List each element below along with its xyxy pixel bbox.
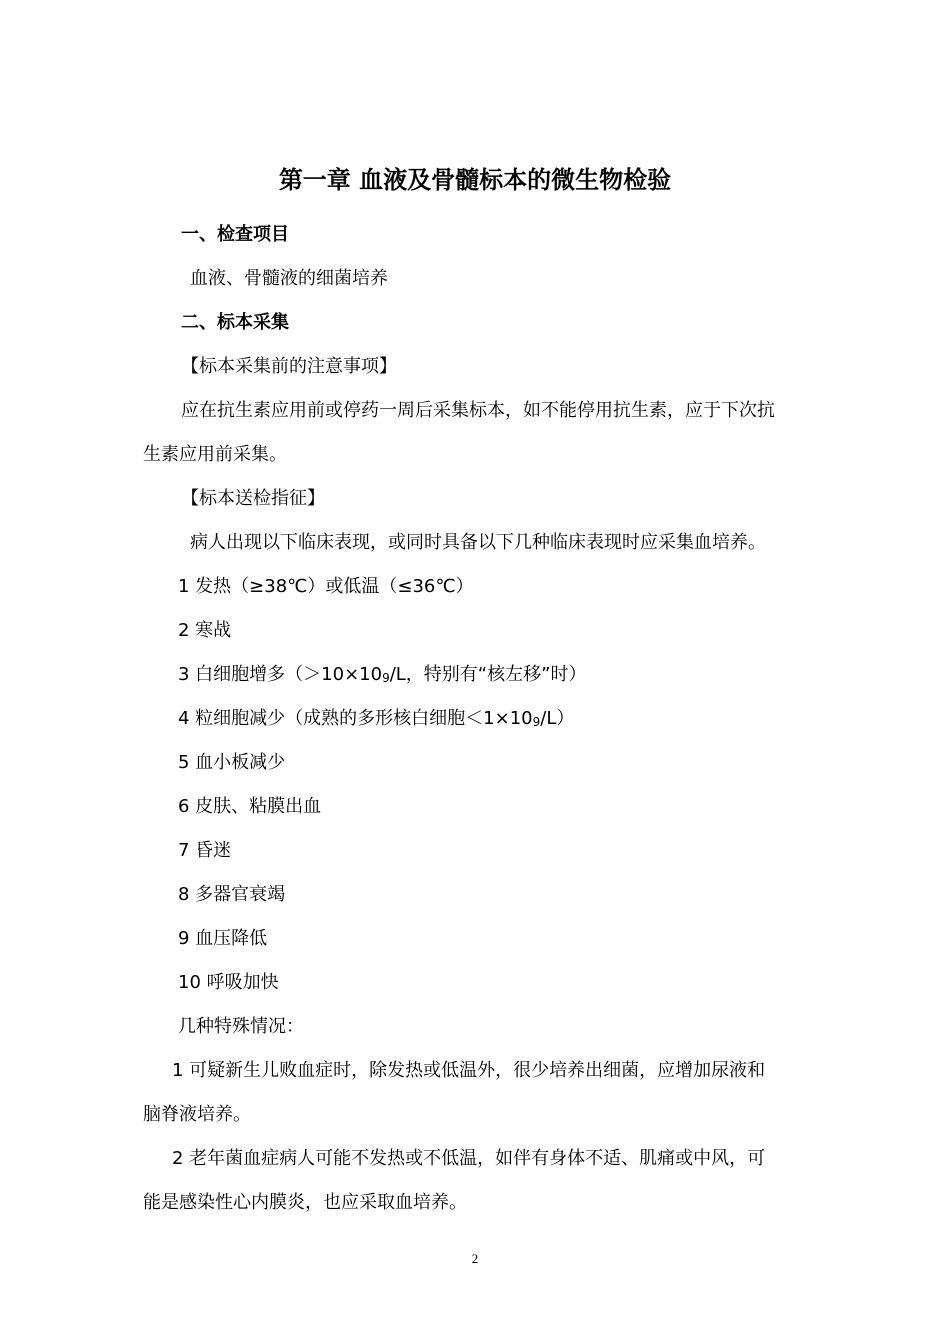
list-item-text: 3 白细胞增多（＞10×10 xyxy=(178,664,383,685)
list-item: 7 昏迷 xyxy=(178,840,232,861)
note-line-2: 生素应用前采集。 xyxy=(143,444,287,465)
indication-title: 【标本送检指征】 xyxy=(181,488,325,509)
indication-intro: 病人出现以下临床表现，或同时具备以下几种临床表现时应采集血培养。 xyxy=(190,532,766,553)
list-item-tail: /L，特别有“核左移”时） xyxy=(389,664,587,685)
list-item: 6 皮肤、粘膜出血 xyxy=(178,796,322,817)
exponent: 9 xyxy=(382,671,390,685)
special-title: 几种特殊情况： xyxy=(178,1016,304,1037)
special-case-2-line-2: 能是感染性心内膜炎，也应采取血培养。 xyxy=(143,1192,467,1213)
list-item: 8 多器官衰竭 xyxy=(178,884,286,905)
list-item: 5 血小板减少 xyxy=(178,752,286,773)
list-item: 10 呼吸加快 xyxy=(178,972,279,993)
list-item xyxy=(178,662,586,691)
list-item xyxy=(178,706,574,735)
special-case-1-line-2: 脑脊液培养。 xyxy=(143,1104,251,1125)
section-heading-inspection: 一、检查项目 xyxy=(181,224,289,245)
note-line-1: 应在抗生素应用前或停药一周后采集标本，如不能停用抗生素，应于下次抗 xyxy=(181,400,775,421)
list-item: 9 血压降低 xyxy=(178,928,268,949)
list-item-text: 4 粒细胞减少（成熟的多形核白细胞＜1×10 xyxy=(178,708,533,729)
section-heading-collection: 二、标本采集 xyxy=(181,312,289,333)
chapter-title: 第一章 血液及骨髓标本的微生物检验 xyxy=(278,166,672,194)
inspection-text: 血液、骨髓液的细菌培养 xyxy=(190,268,388,289)
special-case-1-line-1: 1 可疑新生儿败血症时，除发热或低温外，很少培养出细菌，应增加尿液和 xyxy=(172,1060,766,1081)
special-case-2-line-1: 2 老年菌血症病人可能不发热或不低温，如伴有身体不适、肌痛或中风，可 xyxy=(172,1148,766,1169)
list-item-tail: /L） xyxy=(540,708,575,729)
list-item: 1 发热（≥38℃）或低温（≤36℃） xyxy=(178,576,474,597)
note-title: 【标本采集前的注意事项】 xyxy=(181,356,397,377)
list-item: 2 寒战 xyxy=(178,620,232,641)
page-number: 2 xyxy=(471,1251,479,1266)
exponent: 9 xyxy=(532,715,541,729)
